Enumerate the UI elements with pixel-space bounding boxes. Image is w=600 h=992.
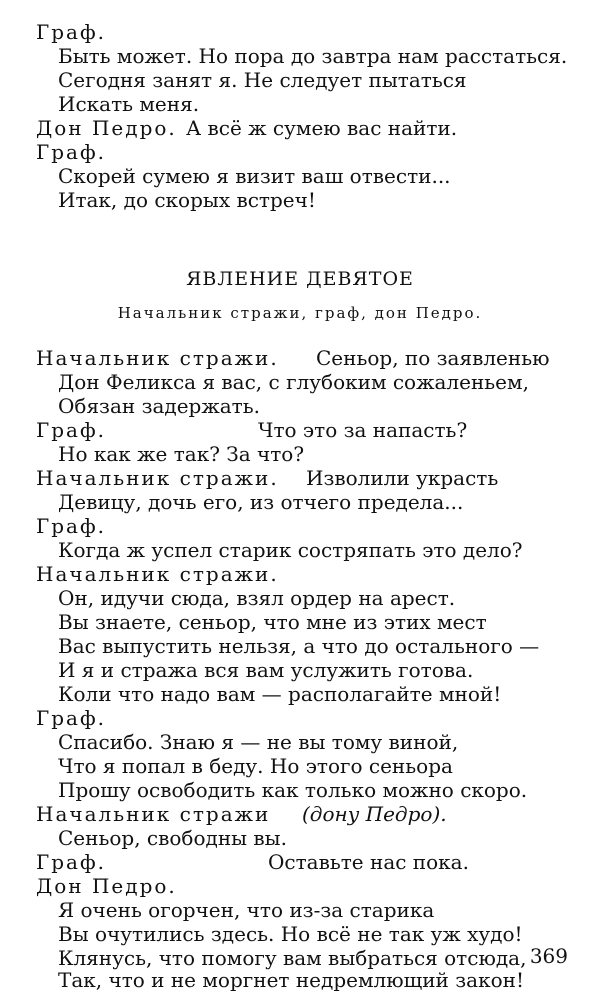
verse-line: Спасибо. Знаю я — не вы тому виной, xyxy=(58,730,459,754)
verse-line: Оставьте нас пока. xyxy=(268,850,469,874)
speaker-label: Начальник стражи. xyxy=(36,466,279,490)
speaker-label: Начальник стражи. xyxy=(36,346,279,370)
speaker-label: Граф. xyxy=(36,850,106,874)
verse-line: Скорей сумею я визит ваш отвести... xyxy=(58,164,451,188)
speaker-label: Дон Педро. xyxy=(36,116,177,140)
speaker-label: Граф. xyxy=(36,140,106,164)
verse-line: Что это за напасть? xyxy=(258,418,468,442)
speaker-label: Граф. xyxy=(36,706,106,730)
speaker-label: Начальник стражи xyxy=(36,802,271,826)
speaker-label: Дон Педро. xyxy=(36,874,177,898)
speaker-label: Граф. xyxy=(36,20,106,44)
verse-line: Вы очутились здесь. Но всё не так уж худо! xyxy=(58,922,523,946)
verse-line: Сеньор, свободны вы. xyxy=(58,826,287,850)
speaker-label: Граф. xyxy=(36,418,106,442)
verse-line: Сеньор, по заявленью xyxy=(316,346,550,370)
verse-line: И я и стража вся вам услужить готова. xyxy=(58,658,474,682)
verse-line: Прошу освободить как только можно скоро. xyxy=(58,778,528,802)
verse-line: Дон Феликса я вас, с глубоким сожаленьем, xyxy=(58,370,529,394)
verse-line: Обязан задержать. xyxy=(58,394,260,418)
verse-line: Изволили украсть xyxy=(306,466,499,490)
verse-line: Сегодня занят я. Не следует пытаться xyxy=(58,68,467,92)
verse-line: Что я попал в беду. Но этого сеньора xyxy=(58,754,453,778)
verse-line: Когда ж успел старик состряпать это дело? xyxy=(58,538,523,562)
scene-cast: Начальник стражи, граф, дон Педро. xyxy=(117,304,483,322)
speaker-label: Начальник стражи. xyxy=(36,562,279,586)
page-number: 369 xyxy=(529,944,568,968)
verse-line: Я очень огорчен, что из-за старика xyxy=(58,898,435,922)
verse-line: Но как же так? За что? xyxy=(58,442,305,466)
verse-line: Итак, до скорых встреч! xyxy=(58,188,316,212)
verse-line: Искать меня. xyxy=(58,92,200,116)
verse-line: Вас выпустить нельзя, а что до остального — xyxy=(58,634,540,658)
verse-line: Коли что надо вам — располагайте мной! xyxy=(58,682,502,706)
verse-line: Быть может. Но пора до завтра нам расстаться. xyxy=(58,44,568,68)
scene-title: ЯВЛЕНИЕ ДЕВЯТОЕ xyxy=(186,268,414,290)
stage-direction: (дону Педро). xyxy=(302,802,447,826)
verse-line: А всё ж сумею вас найти. xyxy=(186,116,458,140)
speaker-label: Граф. xyxy=(36,514,106,538)
verse-line: Вы знаете, сеньор, что мне из этих мест xyxy=(58,610,487,634)
verse-line: Девицу, дочь его, из отчего предела... xyxy=(58,490,464,514)
verse-line: Клянусь, что помогу вам выбраться отсюда, xyxy=(58,946,527,970)
verse-line: Он, идучи сюда, взял ордер на арест. xyxy=(58,586,456,610)
verse-line: Так, что и не моргнет недремлющий закон! xyxy=(58,968,524,992)
